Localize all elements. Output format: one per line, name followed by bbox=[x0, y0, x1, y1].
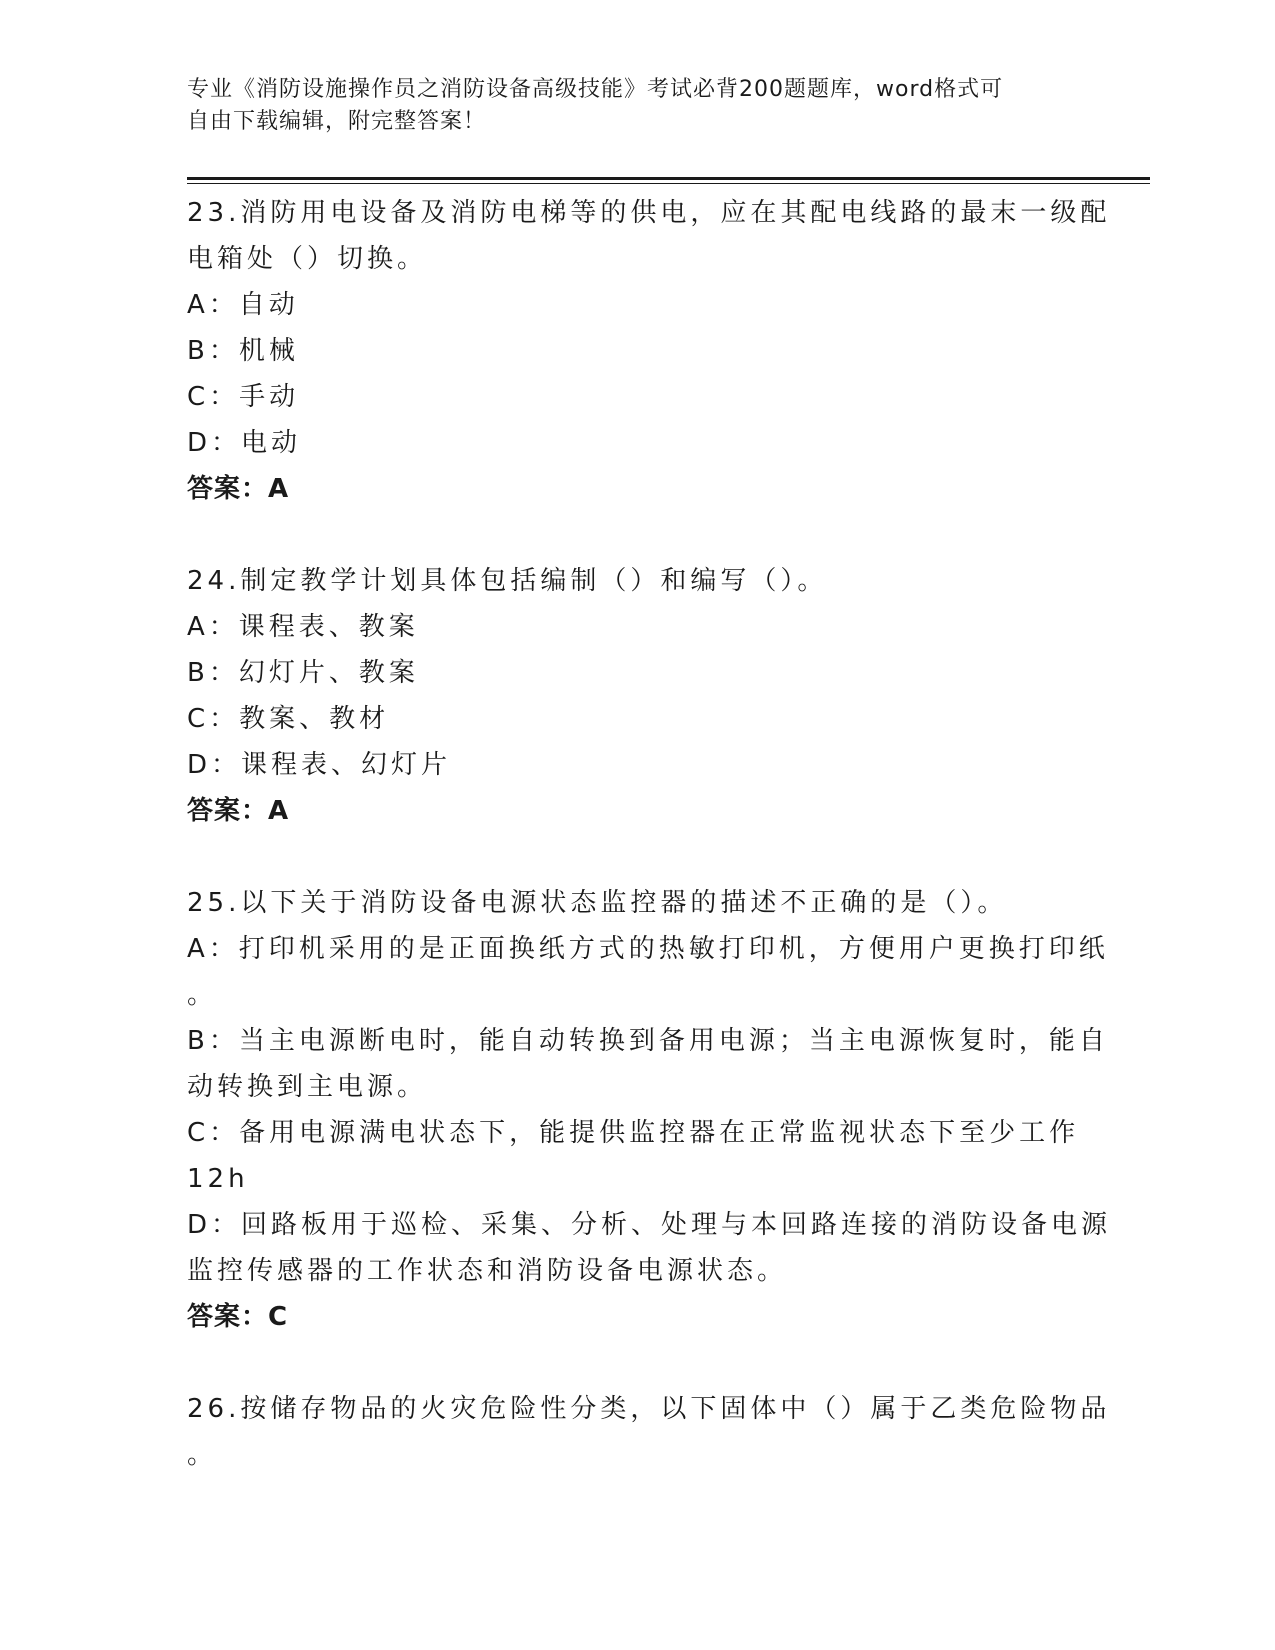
question-text: 23.消防用电设备及消防电梯等的供电，应在其配电线路的最末一级配 bbox=[187, 198, 1111, 228]
question-23 bbox=[187, 190, 1111, 512]
question-24 bbox=[187, 558, 1087, 834]
option-d: D：回路板用于巡检、采集、分析、处理与本回路连接的消防设备电源 bbox=[187, 1210, 1112, 1240]
option-c-continued: 12h bbox=[187, 1164, 249, 1194]
question-list bbox=[187, 190, 1112, 1524]
option-a: A：打印机采用的是正面换纸方式的热敏打印机，方便用户更换打印纸 bbox=[187, 934, 1109, 964]
option-b: B：幻灯片、教案 bbox=[187, 658, 419, 688]
option-d: D：电动 bbox=[187, 428, 302, 458]
answer: 答案：A bbox=[187, 474, 290, 504]
question-26 bbox=[187, 1386, 1111, 1478]
question-text: 24.制定教学计划具体包括编制（）和编写（）。 bbox=[187, 566, 828, 596]
option-a: A：自动 bbox=[187, 290, 299, 320]
question-25 bbox=[187, 880, 1112, 1340]
header-rule-thin bbox=[187, 183, 1150, 184]
option-a: A：课程表、教案 bbox=[187, 612, 419, 642]
page-header bbox=[187, 74, 1087, 138]
question-text: 电箱处（）切换。 bbox=[187, 244, 428, 274]
option-b: B：机械 bbox=[187, 336, 299, 366]
option-c: C：手动 bbox=[187, 382, 300, 412]
option-d: D：课程表、幻灯片 bbox=[187, 750, 452, 780]
option-a-continued: 。 bbox=[187, 980, 218, 1010]
header-line: 专业《消防设施操作员之消防设备高级技能》考试必背200题题库，word格式可 bbox=[187, 77, 1004, 102]
question-text: 26.按储存物品的火灾危险性分类，以下固体中（）属于乙类危险物品 bbox=[187, 1394, 1111, 1424]
option-c: C：备用电源满电状态下，能提供监控器在正常监视状态下至少工作 bbox=[187, 1118, 1080, 1148]
question-text: 25.以下关于消防设备电源状态监控器的描述不正确的是（）。 bbox=[187, 888, 1008, 918]
option-b-continued: 动转换到主电源。 bbox=[187, 1072, 428, 1102]
option-d-continued: 监控传感器的工作状态和消防设备电源状态。 bbox=[187, 1256, 788, 1286]
option-c: C：教案、教材 bbox=[187, 704, 390, 734]
answer: 答案：C bbox=[187, 1302, 289, 1332]
question-text: 。 bbox=[187, 1440, 218, 1470]
header-line: 自由下载编辑，附完整答案！ bbox=[187, 109, 487, 134]
answer: 答案：A bbox=[187, 796, 290, 826]
header-rule-thick bbox=[187, 177, 1150, 180]
option-b: B：当主电源断电时，能自动转换到备用电源；当主电源恢复时，能自 bbox=[187, 1026, 1109, 1056]
